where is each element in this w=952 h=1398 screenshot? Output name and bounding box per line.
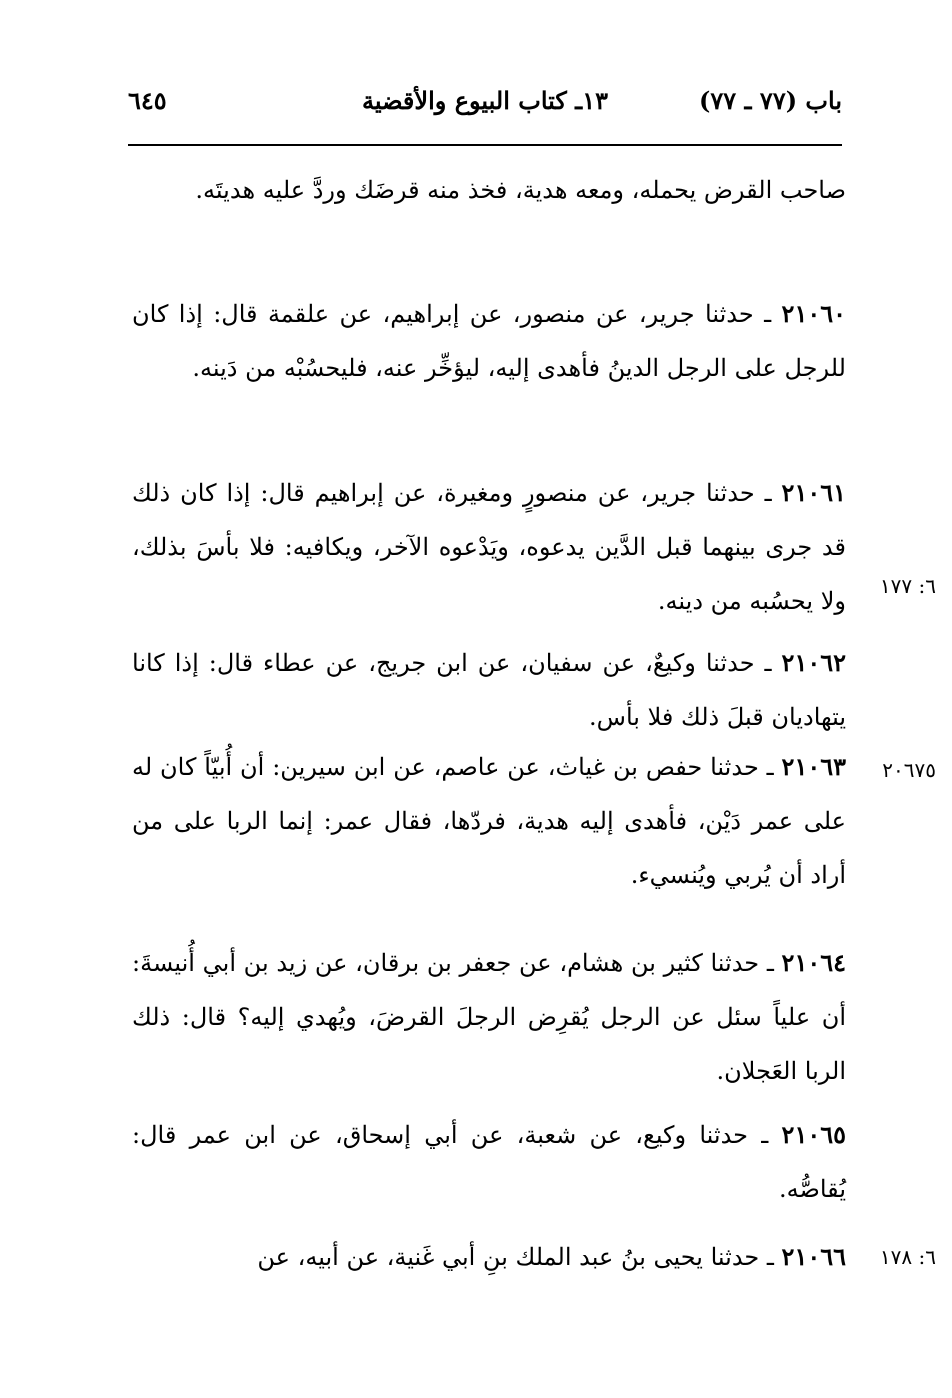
continuation-paragraph — [132, 163, 846, 217]
hadith-number: ٢١٠٦٣ — [781, 752, 846, 781]
margin-reference-text: ٦: ١٧٨ — [879, 1245, 936, 1269]
hadith-text: ـ حدثنا حفص بن غياث، عن عاصم، عن ابن سيرين: أن أُبيّاً كان له على عمر دَيْن، فأهدى إليه هدية، فردّها، فقال عمر: إنما الربا على من أراد أن يُربي ويُنسيء. — [132, 753, 846, 889]
page-number: ٦٤٥ — [128, 86, 167, 115]
chapter-reference: باب (٧٧ ـ ٧٧) — [699, 86, 842, 115]
hadith-text: ـ حدثنا جرير، عن منصور، عن إبراهيم، عن علقمة قال: إذا كان للرجل على الرجل الدينُ فأهدى إليه، ليؤخِّر عنه، فليحسُبْه من دَينه. — [132, 300, 846, 382]
hadith-number: ٢١٠٦٥ — [781, 1120, 846, 1149]
paragraph-text: صاحب القرض يحمله، ومعه هدية، فخذ منه قرضَك وردَّ عليه هديتَه. — [195, 176, 846, 204]
header-divider — [128, 144, 842, 146]
hadith-21060 — [132, 287, 846, 395]
hadith-text: ـ حدثنا كثير بن هشام، عن جعفر بن برقان، عن زيد بن أبي أُنيسةَ: أن علياً سئل عن الرجل يُقرِض الرجلَ القرضَ، ويُهدي إليه؟ قال: ذلك الربا العَجلان. — [132, 949, 846, 1085]
hadith-21065 — [132, 1108, 846, 1216]
hadith-number: ٢١٠٦١ — [781, 478, 846, 507]
hadith-text: ـ حدثنا جرير، عن منصورٍ ومغيرة، عن إبراهيم قال: إذا كان ذلك قد جرى بينهما قبل الدَّين يدعوه، ويَدْعوه الآخر، ويكافيه: فلا بأسَ بذلك، ولا يحسُبه من دينه. — [132, 479, 846, 615]
margin-reference — [856, 758, 936, 782]
hadith-number: ٢١٠٦٦ — [781, 1242, 846, 1271]
hadith-number: ٢١٠٦٢ — [781, 648, 846, 677]
hadith-number: ٢١٠٦٤ — [781, 948, 846, 977]
hadith-21062 — [132, 636, 846, 744]
hadith-21064 — [132, 936, 846, 1098]
hadith-number: ٢١٠٦٠ — [781, 299, 846, 328]
margin-reference — [856, 574, 936, 598]
hadith-text: ـ حدثنا يحيى بنُ عبد الملك بنِ أبي غَنية، عن أبيه، عن — [257, 1243, 782, 1271]
margin-reference — [856, 1245, 936, 1269]
hadith-21061 — [132, 466, 846, 628]
book-title: ١٣ـ كتاب البيوع والأقضية — [362, 86, 608, 115]
hadith-21066 — [132, 1230, 846, 1284]
margin-reference-text: ٢٠٦٧٥ — [882, 758, 936, 782]
hadith-text: ـ حدثنا وكيعٌ، عن سفيان، عن ابن جريج، عن عطاء قال: إذا كانا يتهاديان قبلَ ذلك فلا بأس. — [132, 649, 846, 731]
hadith-21063 — [132, 740, 846, 902]
hadith-text: ـ حدثنا وكيع، عن شعبة، عن أبي إسحاق، عن ابن عمر قال: يُقاصُّه. — [132, 1121, 846, 1203]
margin-reference-text: ٦: ١٧٧ — [879, 574, 936, 598]
running-header — [128, 86, 842, 136]
